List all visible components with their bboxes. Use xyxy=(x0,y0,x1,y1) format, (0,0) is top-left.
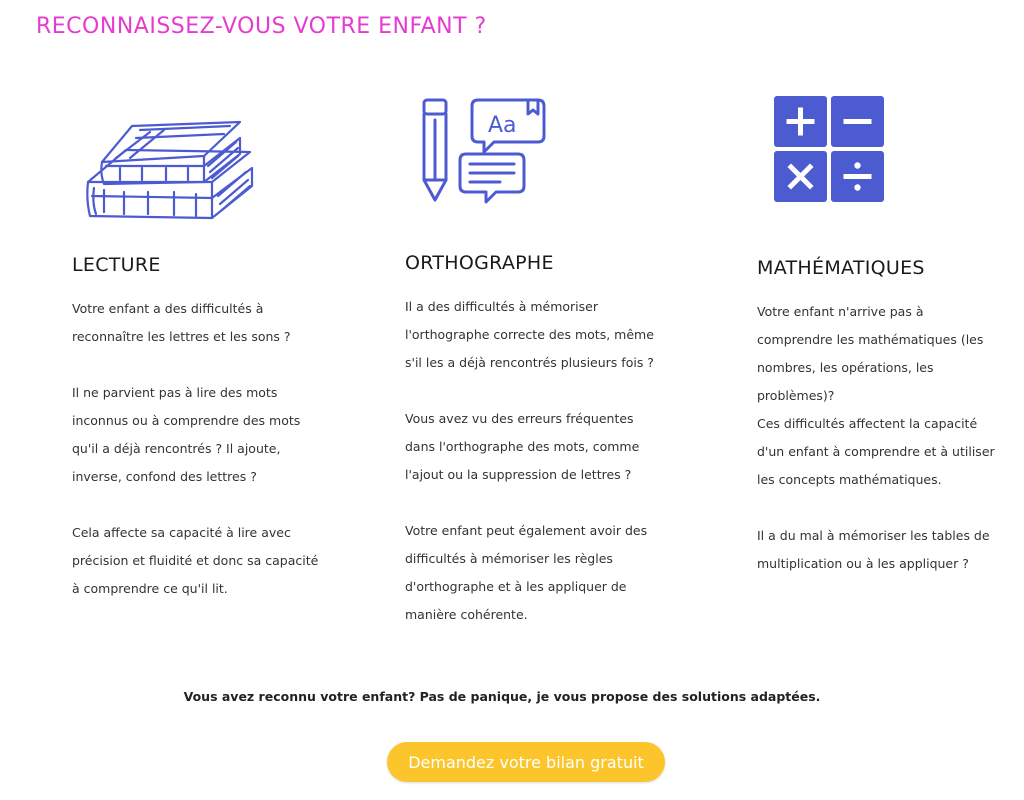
mathematiques-title: MATHÉMATIQUES xyxy=(757,257,925,279)
page-heading: RECONNAISSEZ-VOUS VOTRE ENFANT ? xyxy=(36,14,487,39)
free-assessment-button[interactable]: Demandez votre bilan gratuit xyxy=(387,742,665,782)
orthographe-paragraph: Votre enfant peut également avoir des difficultés à mémoriser les règles d'orthographe et à les appliquer de manière cohérente. xyxy=(405,523,648,622)
books-icon xyxy=(80,108,256,224)
aa-glyph: Aa xyxy=(488,113,517,138)
orthographe-text xyxy=(405,293,655,629)
mathematiques-paragraph: Votre enfant n'arrive pas à comprendre les mathématiques (les nombres, les opérations, les problèmes)? xyxy=(757,304,984,403)
reassurance-text: Vous avez reconnu votre enfant? Pas de panique, je vous propose des solutions adaptées. xyxy=(183,689,821,704)
mathematiques-text xyxy=(757,298,997,578)
pencil-speech-icon xyxy=(420,96,548,204)
calculator-icon xyxy=(774,96,884,202)
mathematiques-paragraph: Il a du mal à mémoriser les tables de multiplication ou à les appliquer ? xyxy=(757,528,990,571)
lecture-text xyxy=(72,295,320,603)
orthographe-paragraph: Il a des difficultés à mémoriser l'orthographe correcte des mots, même s'il les a déjà rencontrés plusieurs fois ? xyxy=(405,299,654,370)
orthographe-paragraph: Vous avez vu des erreurs fréquentes dans l'orthographe des mots, comme l'ajout ou la suppression de lettres ? xyxy=(405,411,640,482)
orthographe-title: ORTHOGRAPHE xyxy=(405,252,554,274)
lecture-paragraph: Cela affecte sa capacité à lire avec précision et fluidité et donc sa capacité à comprendre ce qu'il lit. xyxy=(72,525,319,596)
lecture-paragraph: Il ne parvient pas à lire des mots inconnus ou à comprendre des mots qu'il a déjà rencontrés ? Il ajoute, inverse, confond des lettres ? xyxy=(72,385,301,484)
lecture-title: LECTURE xyxy=(72,254,161,276)
mathematiques-paragraph: Ces difficultés affectent la capacité d'un enfant à comprendre et à utiliser les concepts mathématiques. xyxy=(757,416,995,487)
lecture-paragraph: Votre enfant a des difficultés à reconnaître les lettres et les sons ? xyxy=(72,301,291,344)
